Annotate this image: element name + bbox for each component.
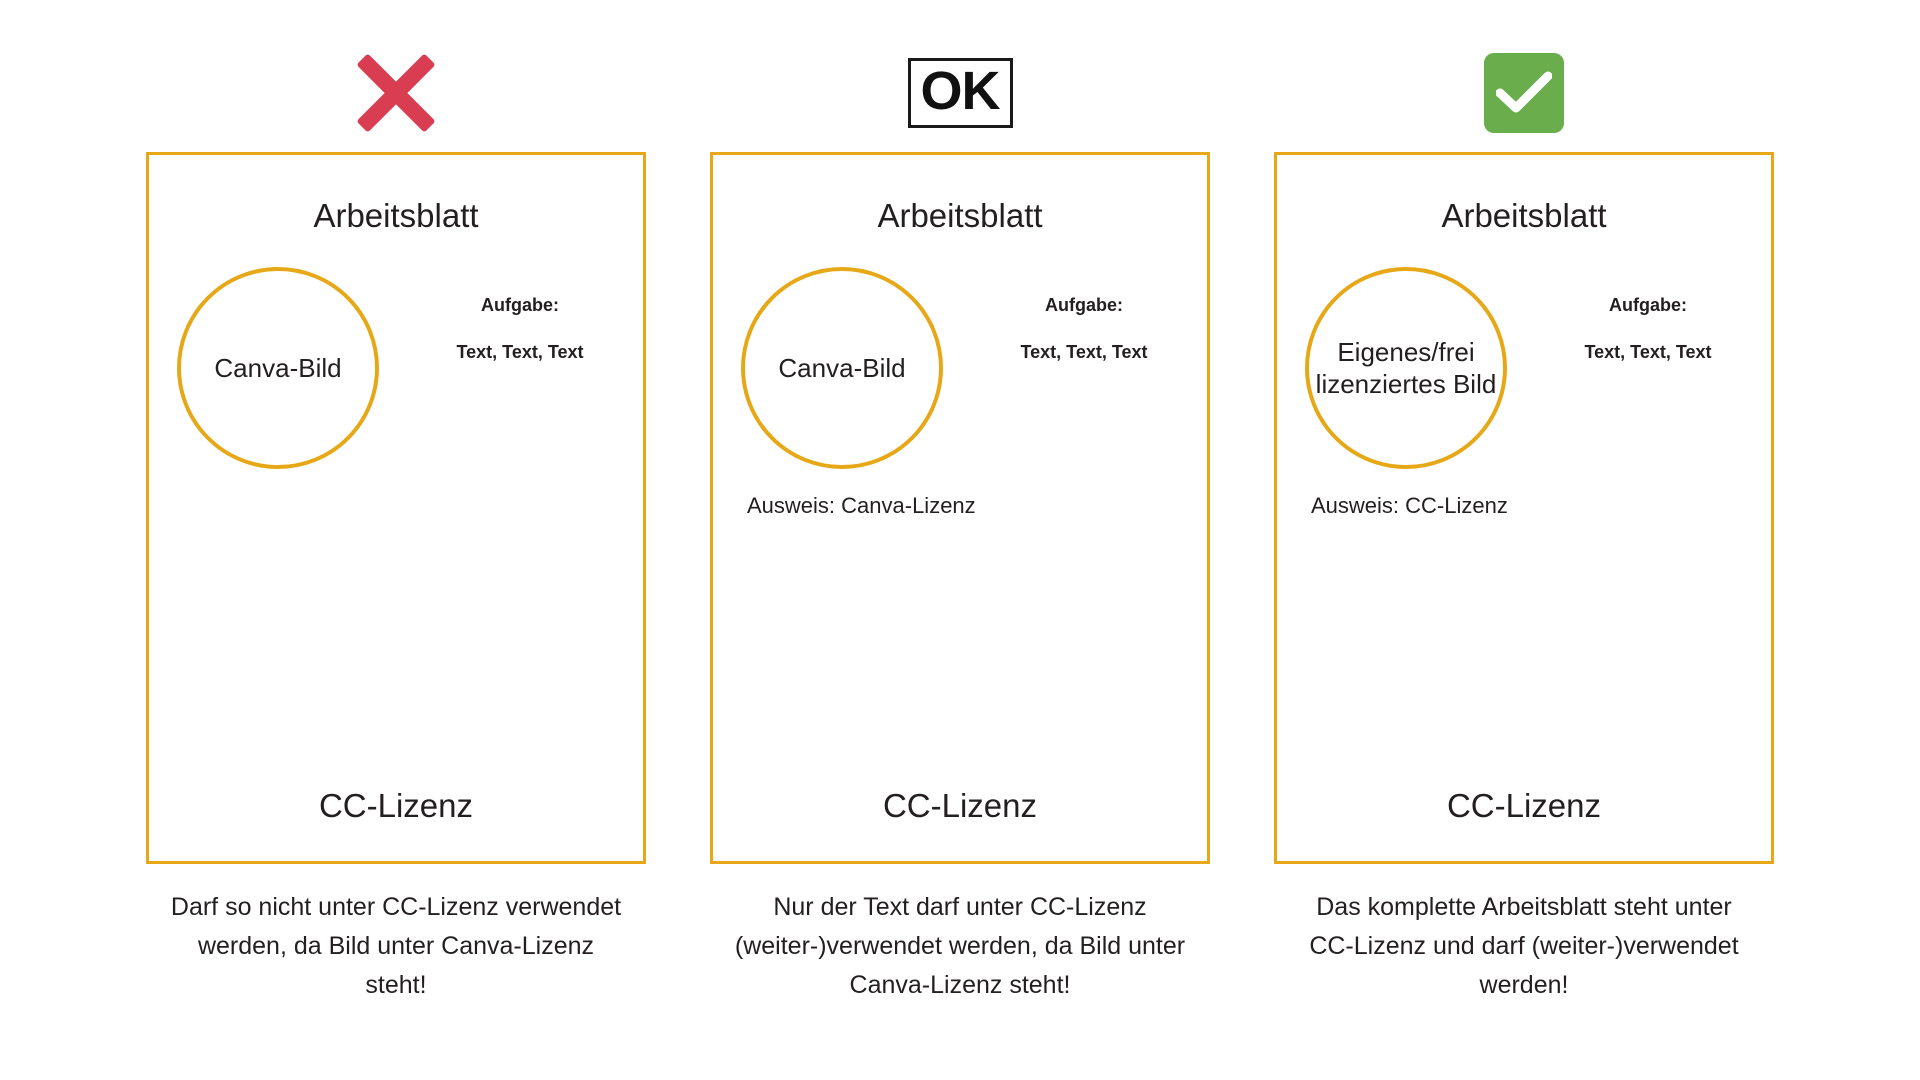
column-caption: Das komplette Arbeitsblatt steht unter CC-Lizenz und darf (weiter-)verwendet werden!: [1309, 893, 1739, 999]
worksheet-task-block: [1535, 295, 1761, 363]
diagram-column-not-allowed: [136, 34, 656, 1004]
worksheet-task-label: Aufgabe:: [1045, 295, 1123, 315]
ok-box-icon: OK: [908, 58, 1013, 129]
diagram-column-allowed: [1264, 34, 1784, 1004]
worksheet-body: [713, 257, 1207, 518]
worksheet-card: [710, 152, 1210, 864]
worksheet-footer-license: CC-Lizenz: [1446, 787, 1602, 824]
status-ok: [908, 34, 1013, 152]
column-caption: Nur der Text darf unter CC-Lizenz (weiter-)verwendet werden, da Bild unter Canva-Lizenz steht!: [734, 893, 1186, 999]
worksheet-task-label: Aufgabe:: [1609, 295, 1687, 315]
worksheet-license-note: Ausweis: Canva-Lizenz: [747, 493, 976, 518]
worksheet-body: [1277, 257, 1771, 518]
cross-mark-icon: [348, 45, 444, 141]
worksheet-footer-license: CC-Lizenz: [882, 787, 1038, 824]
worksheet-task-text: Text, Text, Text: [1020, 342, 1148, 362]
column-caption: Darf so nicht unter CC-Lizenz verwendet werden, da Bild unter Canva-Lizenz steht!: [170, 893, 622, 999]
worksheet-task-block: [971, 295, 1197, 363]
worksheet-footer-license: CC-Lizenz: [318, 787, 474, 824]
worksheet-card: [1274, 152, 1774, 864]
worksheet-title: Arbeitsblatt: [313, 197, 479, 234]
worksheet-title: Arbeitsblatt: [1441, 197, 1607, 234]
worksheet-title: Arbeitsblatt: [877, 197, 1043, 234]
worksheet-image-placeholder: Eigenes/frei lizenziertes Bild: [1305, 267, 1507, 469]
worksheet-task-text: Text, Text, Text: [456, 342, 584, 362]
worksheet-body: [149, 257, 643, 487]
worksheet-card: [146, 152, 646, 864]
status-check: [1484, 34, 1564, 152]
worksheet-task-text: Text, Text, Text: [1584, 342, 1712, 362]
worksheet-task-label: Aufgabe:: [481, 295, 559, 315]
worksheet-image-placeholder: Canva-Bild: [177, 267, 379, 469]
status-cross: [348, 34, 444, 152]
diagram-column-partly-allowed: [700, 34, 1220, 1004]
worksheet-license-note: Ausweis: CC-Lizenz: [1311, 493, 1508, 518]
check-mark-icon: [1484, 53, 1564, 133]
worksheet-task-block: [407, 295, 633, 363]
worksheet-image-placeholder: Canva-Bild: [741, 267, 943, 469]
